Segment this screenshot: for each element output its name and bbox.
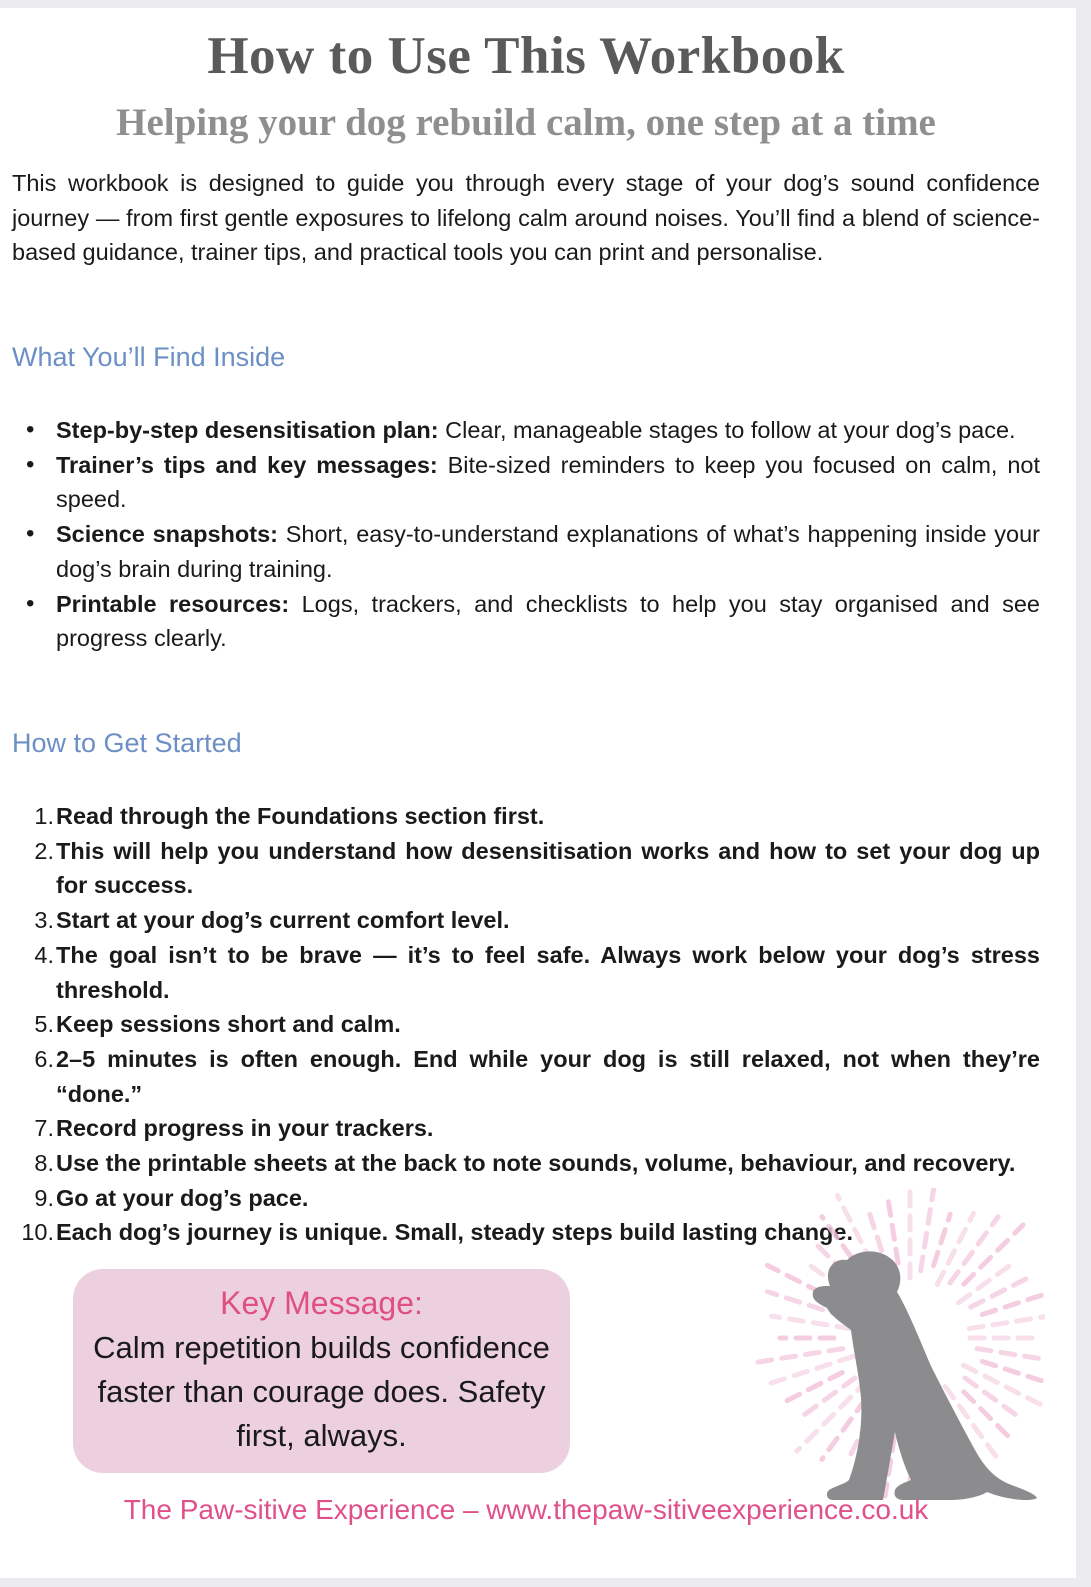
step-item [34, 834, 1040, 903]
find-inside-heading: What You’ll Find Inside [12, 342, 286, 372]
burst-ray [971, 1274, 1035, 1307]
step-text: 2–5 minutes is often enough. End while your dog is still relaxed, not when they’re “done.” [56, 1045, 1040, 1107]
burst-ray [977, 1349, 1045, 1360]
list-item: • Trainer’s tips and key messages: Bite-sized reminders to keep you focused on calm, not speed. [56, 448, 1040, 517]
step-number: 5. [34, 1011, 54, 1038]
step-number: 2. [34, 837, 54, 864]
burst-ray [933, 1214, 950, 1265]
step-number: 7. [34, 1115, 54, 1142]
step-text: Read through the Foundations section first. [56, 803, 545, 829]
key-message-text: Calm repetition builds confidence faster than courage does. Safety first, always. [93, 1330, 550, 1453]
burst-ray [888, 1200, 898, 1263]
sitting-dog-silhouette-icon [735, 1188, 1045, 1518]
step-text: This will help you understand how desensitisation works and how to set your dog up for success. [56, 837, 1040, 899]
page-title: How to Use This Workbook [207, 27, 845, 85]
step-number: 8. [34, 1150, 54, 1177]
step-item [34, 799, 1040, 834]
list-item: • Printable resources: Logs, trackers, and checklists to help you stay organised and see progress clearly. [56, 587, 1040, 656]
list-item: • Step-by-step desensitisation plan: Clear, manageable stages to follow at your dog’s pace. [56, 413, 1040, 448]
workbook-page [0, 8, 1076, 1578]
key-message-title: Key Message: [220, 1285, 423, 1321]
step-item [34, 903, 1040, 938]
get-started-heading: How to Get Started [12, 728, 242, 758]
step-item [34, 1146, 1040, 1181]
key-message-box [73, 1269, 570, 1473]
intro-paragraph: This workbook is designed to guide you through every stage of your dog’s sound confidence journey — from first gentle exposures to lifelong calm around noises. You’ll find a blend of science-based guidance, trainer tips, and practical tools you can print and personalise. [12, 170, 1040, 266]
step-text: Start at your dog’s current comfort level. [56, 907, 510, 934]
bullet-dot-icon: • [26, 450, 35, 478]
find-inside-list [26, 413, 1041, 656]
bullet-dot-icon: • [26, 589, 35, 617]
step-text: Go at your dog’s pace. [56, 1184, 309, 1211]
step-item [34, 1042, 1040, 1111]
burst-ray [965, 1378, 1015, 1414]
step-text: Each dog’s journey is unique. Small, steady steps build lasting change. [56, 1219, 854, 1246]
burst-ray [767, 1357, 853, 1385]
burst-ray [921, 1188, 935, 1271]
step-number: 1. [34, 803, 54, 829]
step-number: 4. [34, 941, 54, 968]
burst-ray [752, 1349, 843, 1363]
footer-credit: The Paw-sitive Experience – www.thepaw-sitiveexperience.co.uk [123, 1494, 929, 1525]
step-item [34, 1007, 1040, 1042]
step-text: Record progress in your trackers. [56, 1115, 434, 1142]
step-number: 10. [21, 1219, 54, 1246]
burst-ray [805, 1378, 855, 1414]
step-number: 6. [34, 1045, 54, 1072]
step-item [34, 938, 1040, 1007]
list-item: • Science snapshots: Short, easy-to-understand explanations of what’s happening inside your dog’s brain during training. [56, 517, 1040, 586]
burst-ray [964, 1392, 1009, 1437]
step-text: Use the printable sheets at the back to note sounds, volume, behaviour, and recovery. [56, 1150, 1016, 1177]
step-item [34, 1111, 1040, 1146]
step-number: 3. [34, 907, 54, 934]
step-number: 9. [34, 1184, 54, 1211]
step-text: Keep sessions short and calm. [56, 1011, 401, 1038]
page-subtitle: Helping your dog rebuild calm, one step at a time [116, 101, 936, 144]
bullet-dot-icon: • [26, 416, 35, 443]
step-text: The goal isn’t to be brave — it’s to feel safe. Always work below your dog’s stress threshold. [56, 941, 1040, 1003]
bullet-dot-icon: • [26, 520, 35, 548]
get-started-steps [21, 799, 1040, 1250]
